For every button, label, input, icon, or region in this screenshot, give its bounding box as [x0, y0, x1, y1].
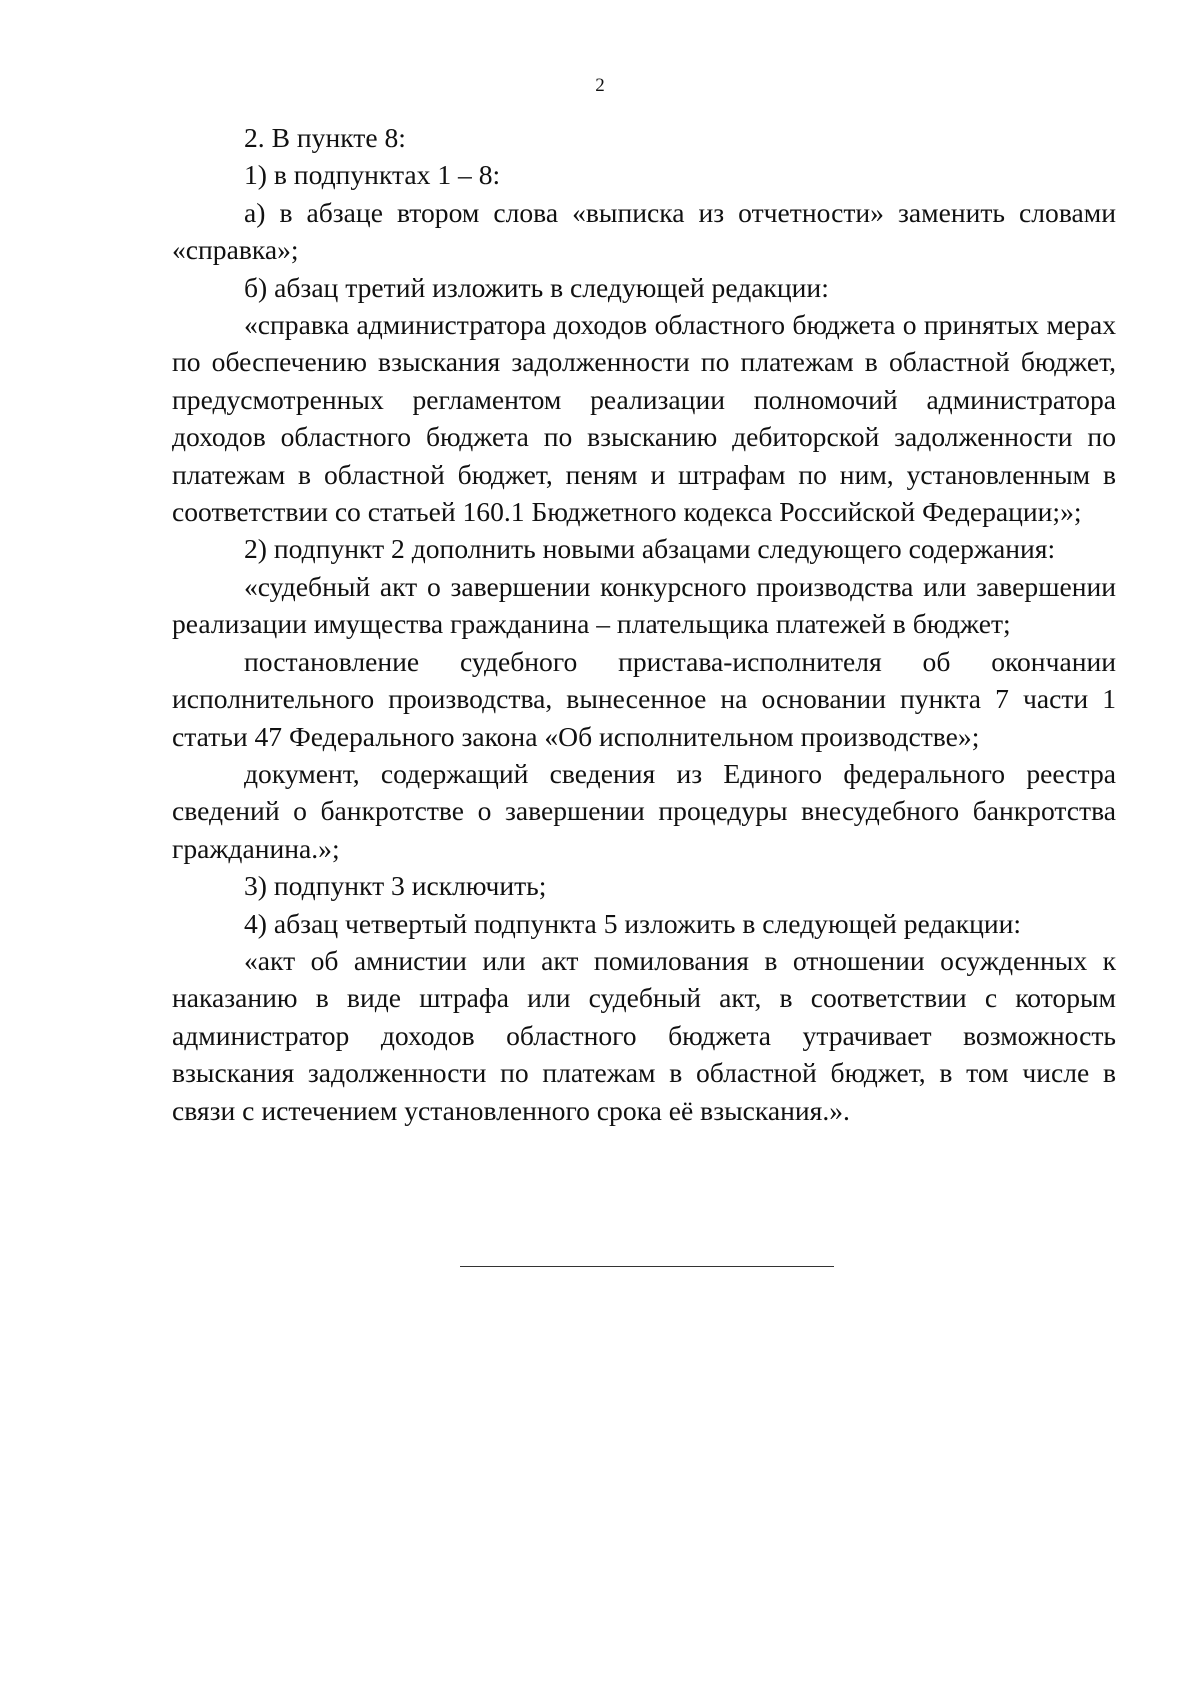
paragraph-item-2: 2. В пункте 8: — [244, 122, 406, 153]
paragraph-quote-amnesty: «акт об амнистии или акт помилования в отношении осужденных к наказанию в виде штрафа или судебный акт, в соответствии с которым администратор доходов областного бюджета утрачивает возможность взыскания задолженности по платежам в областной бюджет, в том числе в связи с истечением установленного срока её взыскания.». — [172, 944, 1116, 1126]
page-number: 2 — [595, 75, 605, 96]
paragraph-subitem-b: б) абзац третий изложить в следующей редакции: — [244, 271, 829, 303]
paragraph-subitem-3: 3) подпункт 3 исключить; — [244, 870, 547, 902]
paragraph-bailiff-resolution: постановление судебного пристава-исполнителя об окончании исполнительного производства, вынесенное на основании пункта 7 части 1 статьи 47 Федерального закона «Об исполнительном производстве»; — [172, 645, 1116, 752]
paragraph-bankruptcy-document: документ, содержащий сведения из Единого федерального реестра сведений о банкротстве о завершении процедуры внесудебного банкротства гражданина.»; — [172, 757, 1116, 864]
document-body — [172, 119, 1116, 1129]
end-separator-line — [460, 1266, 834, 1267]
paragraph-subitem-4: 4) абзац четвертый подпункта 5 изложить в следующей редакции: — [244, 907, 1022, 939]
paragraph-subitem-1: 1) в подпунктах 1 – 8: — [244, 159, 501, 191]
paragraph-subitem-a: а) в абзаце втором слова «выписка из отчетности» заменить словами «справка»; — [172, 196, 1116, 266]
paragraph-quote-spravka: «справка администратора доходов областного бюджета о принятых мерах по обеспечению взыскания задолженности по платежам в областной бюджет, предусмотренных регламентом реализации полномочий администратора доходов областного бюджета по взысканию дебиторской задолженности по платежам в областной бюджет, пеням и штрафам по ним, установленным в соответствии со статьей 160.1 Бюджетного кодекса Российской Федерации;»; — [172, 309, 1116, 528]
paragraph-subitem-2: 2) подпункт 2 дополнить новыми абзацами следующего содержания: — [244, 533, 1056, 565]
paragraph-quote-court-act: «судебный акт о завершении конкурсного производства или завершении реализации имущества гражданина – плательщика платежей в бюджет; — [172, 570, 1116, 640]
